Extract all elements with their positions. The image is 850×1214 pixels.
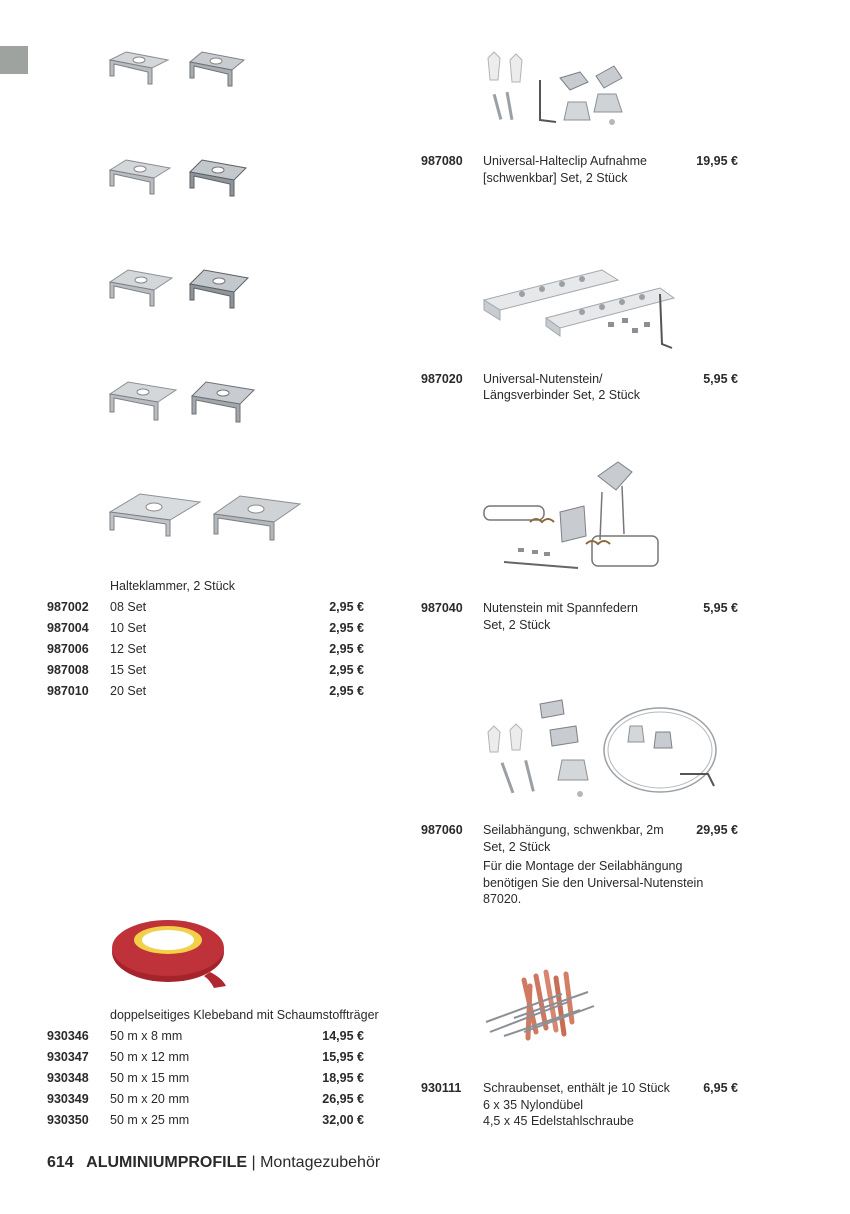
product-code: 987040	[421, 601, 463, 615]
product-note-line: Für die Montage der Seilabhängung	[483, 859, 683, 873]
table-row-code: 987002	[47, 600, 89, 614]
table-row-code: 987004	[47, 621, 89, 635]
product-price: 5,95 €	[703, 372, 738, 386]
product-code: 987020	[421, 372, 463, 386]
table-row-code: 930346	[47, 1029, 89, 1043]
product-code: 930111	[421, 1081, 462, 1095]
footer-separator: |	[251, 1154, 256, 1171]
table-row-desc: 20 Set	[110, 684, 147, 698]
table-row-code: 930347	[47, 1050, 89, 1064]
product-code: 987080	[421, 154, 463, 168]
product-desc-line: [schwenkbar] Set, 2 Stück	[483, 171, 628, 185]
spannfedern-image	[482, 456, 672, 574]
table-row-price: 15,95 €	[322, 1050, 364, 1064]
product-price: 29,95 €	[696, 823, 738, 837]
clip-image-08	[108, 48, 248, 90]
clip-image-12	[108, 266, 248, 312]
tape-roll-image	[110, 912, 230, 990]
product-desc-line: Set, 2 Stück	[483, 618, 551, 632]
page-footer	[47, 1154, 380, 1172]
table-row-code: 987008	[47, 663, 89, 677]
table-row-desc: 15 Set	[110, 663, 147, 677]
table-row-price: 32,00 €	[322, 1113, 364, 1127]
table-row-desc: 50 m x 12 mm	[110, 1050, 190, 1064]
section-title: ALUMINIUMPROFILE	[86, 1154, 248, 1171]
table-row-code: 987006	[47, 642, 89, 656]
product-desc-line: Schraubenset, enthält je 10 Stück	[483, 1081, 670, 1095]
product-desc-line: 4,5 x 45 Edelstahlschraube	[483, 1114, 634, 1128]
table-row-code: 987010	[47, 684, 89, 698]
product-desc-line: Nutenstein mit Spannfedern	[483, 601, 638, 615]
product-desc-line: Seilabhängung, schwenkbar, 2m	[483, 823, 664, 837]
product-desc-line: Set, 2 Stück	[483, 840, 551, 854]
table-row-code: 930349	[47, 1092, 89, 1106]
subsection-title: Montagezubehör	[260, 1154, 381, 1171]
product-desc-line: Universal-Halteclip Aufnahme	[483, 154, 647, 168]
table-row-price: 26,95 €	[322, 1092, 364, 1106]
tape-group-heading: doppelseitiges Klebeband mit Schaumstoffträger	[110, 1008, 379, 1022]
schraubenset-image	[484, 962, 600, 1044]
table-row-code: 930348	[47, 1071, 89, 1085]
product-price: 5,95 €	[703, 601, 738, 615]
clamp-group-heading: Halteklammer, 2 Stück	[110, 579, 236, 593]
table-row-desc: 50 m x 15 mm	[110, 1071, 190, 1085]
table-row-price: 18,95 €	[322, 1071, 364, 1085]
clip-image-10	[108, 156, 248, 200]
table-row-desc: 08 Set	[110, 600, 147, 614]
table-row-price: 2,95 €	[329, 684, 364, 698]
halteclip-image	[484, 50, 644, 130]
product-desc-line: Längsverbinder Set, 2 Stück	[483, 388, 641, 402]
product-note-line: 87020.	[483, 892, 522, 906]
table-row-desc: 10 Set	[110, 621, 147, 635]
seilabhaengung-image	[484, 690, 720, 800]
product-desc-line: Universal-Nutenstein/	[483, 372, 603, 386]
clip-image-15	[108, 378, 258, 426]
section-tab-marker	[0, 46, 28, 74]
product-code: 987060	[421, 823, 463, 837]
product-note-line: benötigen Sie den Universal-Nutenstein	[483, 876, 704, 890]
table-row-price: 2,95 €	[329, 663, 364, 677]
table-row-desc: 12 Set	[110, 642, 147, 656]
page-number: 614	[47, 1154, 74, 1171]
table-row-price: 2,95 €	[329, 642, 364, 656]
nutenstein-image	[482, 264, 682, 354]
product-price: 19,95 €	[696, 154, 738, 168]
product-desc-line: 6 x 35 Nylondübel	[483, 1098, 584, 1112]
table-row-price: 2,95 €	[329, 600, 364, 614]
clip-image-20	[106, 490, 306, 550]
table-row-price: 2,95 €	[329, 621, 364, 635]
product-price: 6,95 €	[703, 1081, 738, 1095]
table-row-desc: 50 m x 8 mm	[110, 1029, 183, 1043]
table-row-code: 930350	[47, 1113, 89, 1127]
table-row-desc: 50 m x 20 mm	[110, 1092, 190, 1106]
table-row-price: 14,95 €	[322, 1029, 364, 1043]
table-row-desc: 50 m x 25 mm	[110, 1113, 190, 1127]
